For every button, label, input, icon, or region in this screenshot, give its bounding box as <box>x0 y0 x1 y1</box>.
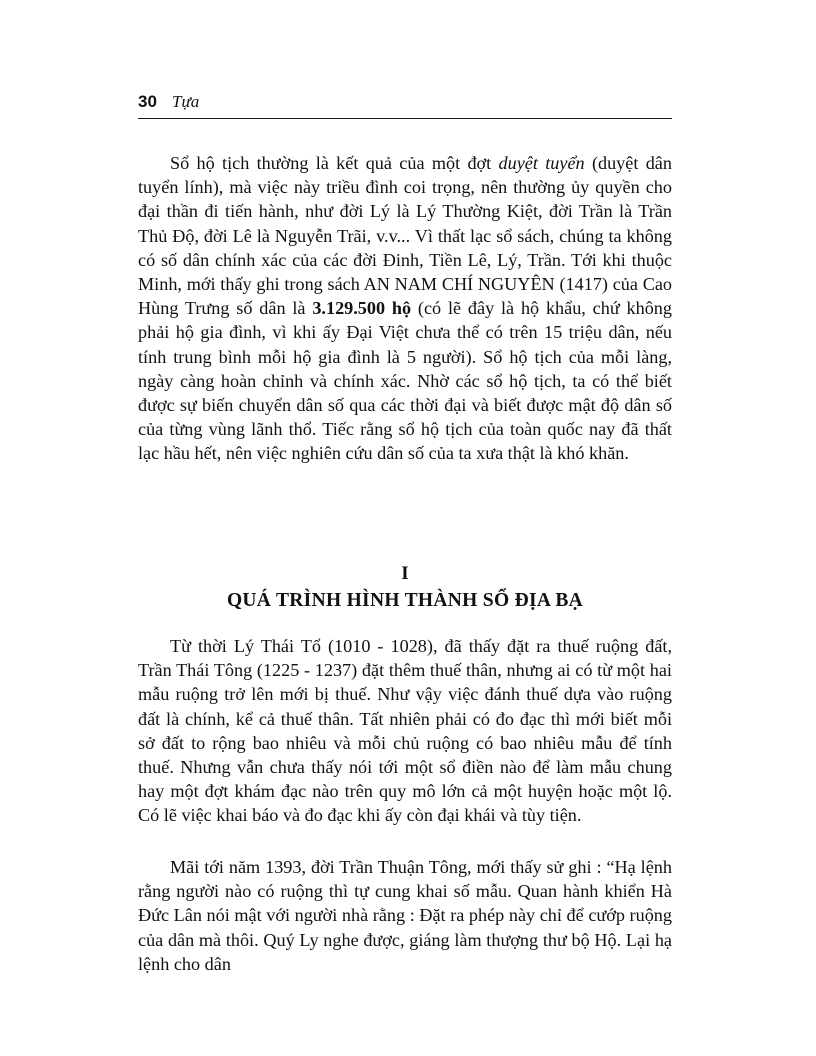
body-section-2 <box>138 855 672 976</box>
body-paragraph: Mãi tới năm 1393, đời Trần Thuận Tông, mới thấy sử ghi : “Hạ lệnh rằng người nào có ruộng thì tự cung khai số mẫu. Quan hành khiển Hà Đức Lân nói mật với người nhà rằng : Đặt ra phép này chỉ để cướp ruộng của dân mà thôi. Quý Ly nghe được, giáng làm thượng thư bộ Hộ. Lại hạ lệnh cho dân <box>138 857 672 974</box>
emphasis-household-count: 3.129.500 hộ <box>312 298 412 319</box>
running-head <box>138 92 672 119</box>
running-title: Tựa <box>172 92 200 111</box>
intro-text-1: Sổ hộ tịch thường là kết quả của một đợt <box>170 153 499 173</box>
emphasis-duyet-tuyen: duyệt tuyển <box>498 153 585 173</box>
body-paragraph: Từ thời Lý Thái Tổ (1010 - 1028), đã thấy đặt ra thuế ruộng đất, Trần Thái Tông (1225 - 1237) đặt thêm thuế thân, nhưng ai có từ một hai mẫu ruộng trở lên mới bị thuế. Như vậy việc đánh thuế dựa vào ruộng đất là chính, kể cả thuế thân. Tất nhiên phải có đo đạc thì mới biết mỗi sở đất to rộng bao nhiêu và mỗi chủ ruộng có bao nhiêu mẫu để tính thuế. Nhưng vẫn chưa thấy nói tới một sổ điền nào để làm mẫu chung hay một đợt khám đạc nào trên quy mô lớn cả một huyện hoặc một lộ. Có lẽ việc khai báo và đo đạc khi ấy còn đại khái và tùy tiện. <box>138 636 672 826</box>
body-section-1 <box>138 634 672 828</box>
intro-text-3: (có lẽ đây là hộ khẩu, chứ không phải hộ gia đình, vì khi ấy Đại Việt chưa thể có trên 15 triệu dân, nếu tính trung bình mỗi hộ gia đình là 5 người). Sổ hộ tịch của mỗi làng, ngày càng hoàn chỉnh và chính xác. Nhờ các sổ hộ tịch, ta có thể biết được sự biến chuyển dân số qua các thời đại và biết được mật độ dân số của từng vùng lãnh thổ. Tiếc rằng sổ hộ tịch của toàn quốc nay đã thất lạc hầu hết, nên việc nghiên cứu dân số của ta xưa thật là khó khăn. <box>138 298 672 464</box>
page-number: 30 <box>138 92 157 111</box>
chapter-title: QUÁ TRÌNH HÌNH THÀNH SỔ ĐỊA BẠ <box>226 590 584 611</box>
intro-text-2: (duyệt dân tuyển lính), mà việc này triều đình coi trọng, nên thường ủy quyền cho đại thần đi tiến hành, như đời Lý là Lý Thường Kiệt, đời Trần là Trần Thủ Độ, đời Lê là Nguyễn Trãi, v.v... Vì thất lạc sổ sách, chúng ta không có số dân chính xác của các đời Đinh, Tiền Lê, Lý, Trần. Tới khi thuộc Minh, mới thấy ghi trong sách AN NAM CHÍ NGUYÊN (1417) của Cao Hùng Trưng số dân là <box>138 153 672 319</box>
chapter-number: I <box>401 563 409 584</box>
intro-paragraph <box>138 151 672 466</box>
intro-section <box>138 151 672 466</box>
